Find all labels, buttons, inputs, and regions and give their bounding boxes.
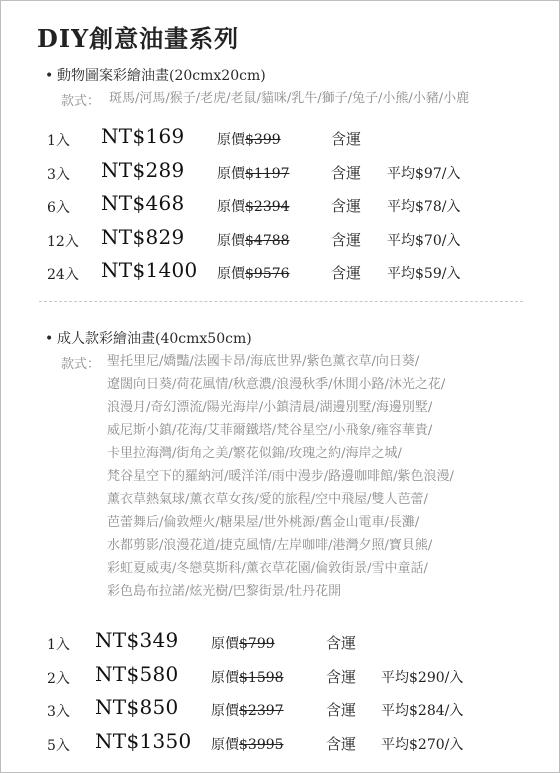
original-price-label: 原價 <box>217 232 245 249</box>
average-unit-price: 平均$284/入 <box>381 703 464 719</box>
average-unit-price: 平均$59/入 <box>387 266 461 282</box>
average-unit-price: 平均$78/入 <box>387 199 461 215</box>
original-price-value: $399 <box>245 132 281 148</box>
section-heading-animal <box>45 65 266 85</box>
style-list-line: 威尼斯小鎮/花海/艾菲爾鐵塔/梵谷星空/小飛象/雍容華貴/ <box>107 423 433 438</box>
sale-price: NT$1400 <box>101 258 198 282</box>
sale-price: NT$349 <box>95 628 179 652</box>
original-price <box>217 263 290 283</box>
sale-price: NT$468 <box>101 191 185 215</box>
shipping-included-label: 含運 <box>326 667 357 686</box>
price-row <box>1 693 560 723</box>
original-price <box>217 196 290 216</box>
original-price <box>211 667 284 687</box>
shipping-included-label: 含運 <box>326 734 357 753</box>
styles-label: 款式： <box>61 357 101 372</box>
sale-price: NT$829 <box>101 224 185 249</box>
style-list-line: 梵谷星空下的羅納河/暖洋洋/雨中漫步/路邊咖啡館/紫色浪漫/ <box>107 469 454 484</box>
sale-price: NT$850 <box>95 695 179 719</box>
style-list-line: 卡里拉海灣/街角之美/繁花似錦/玫瑰之約/海岸之城/ <box>107 446 402 461</box>
price-row <box>1 122 560 152</box>
style-list-line: 水都剪影/浪漫花道/捷克風情/左岸咖啡/港灣夕照/寶貝熊/ <box>107 538 433 553</box>
sale-price: NT$169 <box>101 124 185 148</box>
sale-price: NT$289 <box>101 157 185 182</box>
original-price-value: $3995 <box>239 736 284 753</box>
style-list-line: 彩虹夏威夷/冬戀莫斯科/薰衣草花園/倫敦街景/雪中童話/ <box>107 561 428 576</box>
price-row <box>1 156 560 186</box>
shipping-included-label: 含運 <box>331 163 362 182</box>
section-title: 動物圖案彩繪油畫(20cmx20cm) <box>57 68 266 84</box>
original-price-label: 原價 <box>217 199 245 215</box>
quantity-label: 3入 <box>47 704 70 720</box>
original-price <box>217 129 281 149</box>
original-price <box>211 700 284 720</box>
original-price <box>211 734 284 754</box>
original-price-label: 原價 <box>217 132 245 148</box>
shipping-included-label: 含運 <box>331 130 362 148</box>
original-price-label: 原價 <box>211 736 239 753</box>
original-price-label: 原價 <box>217 165 245 182</box>
section-heading-adult <box>45 328 252 348</box>
quantity-label: 5入 <box>47 737 70 754</box>
style-list-line: 遼闊向日葵/荷花風情/秋意濃/浪漫秋季/休閒小路/沐光之花/ <box>107 377 446 392</box>
original-price-value: $2394 <box>245 199 290 215</box>
original-price-label: 原價 <box>211 703 239 719</box>
shipping-included-label: 含運 <box>331 230 362 249</box>
style-list-line: 斑馬/河馬/猴子/老虎/老鼠/貓咪/乳牛/獅子/兔子/小熊/小豬/小鹿 <box>109 91 470 106</box>
average-unit-price: 平均$290/入 <box>381 669 464 686</box>
bullet-icon: • <box>45 331 54 347</box>
section-divider <box>39 301 523 302</box>
average-unit-price: 平均$97/入 <box>387 165 461 182</box>
shipping-included-label: 含運 <box>331 197 362 215</box>
price-row <box>1 660 560 690</box>
original-price-value: $1197 <box>245 165 290 182</box>
quantity-label: 1入 <box>47 637 70 653</box>
quantity-label: 3入 <box>47 166 70 183</box>
shipping-included-label: 含運 <box>331 264 362 282</box>
price-row <box>1 727 560 757</box>
quantity-label: 1入 <box>47 133 70 149</box>
average-unit-price: 平均$70/入 <box>387 232 461 249</box>
original-price-value: $9576 <box>245 266 290 282</box>
original-price-label: 原價 <box>211 669 239 686</box>
original-price-label: 原價 <box>217 266 245 282</box>
style-list-line: 薰衣草熱氣球/薰衣草女孩/愛的旅程/空中飛屋/雙人芭蕾/ <box>107 492 428 507</box>
shipping-included-label: 含運 <box>326 701 357 719</box>
original-price-value: $1598 <box>239 669 284 686</box>
price-row <box>1 223 560 253</box>
section-title: 成人款彩繪油畫(40cmx50cm) <box>57 331 252 347</box>
original-price-value: $4788 <box>245 232 290 249</box>
original-price <box>217 230 290 250</box>
original-price <box>217 163 290 183</box>
style-list-line: 彩色島布拉諾/炫光樹/巴黎街景/牡丹花開 <box>107 584 342 599</box>
price-row <box>1 256 560 286</box>
style-list-line: 浪漫月/奇幻漂流/陽光海岸/小鎮清晨/湖邊別墅/海邊別墅/ <box>107 400 433 415</box>
price-row <box>1 626 560 656</box>
original-price-value: $799 <box>239 636 275 652</box>
average-unit-price: 平均$270/入 <box>381 736 464 753</box>
style-list-line: 聖托里尼/嬌豔/法國卡昂/海底世界/紫色薰衣草/向日葵/ <box>107 354 420 369</box>
original-price <box>211 633 275 653</box>
price-row <box>1 189 560 219</box>
bullet-icon: • <box>45 68 54 84</box>
page-title: DIY創意油畫系列 <box>37 24 240 53</box>
original-price-value: $2397 <box>239 703 284 719</box>
original-price-label: 原價 <box>211 636 239 652</box>
quantity-label: 24入 <box>47 267 79 283</box>
shipping-included-label: 含運 <box>326 634 357 652</box>
style-list-line: 芭蕾舞后/倫敦煙火/糖果屋/世外桃源/舊金山電車/長灘/ <box>107 515 420 530</box>
quantity-label: 12入 <box>47 233 79 250</box>
quantity-label: 2入 <box>47 670 70 687</box>
quantity-label: 6入 <box>47 200 70 216</box>
styles-label: 款式： <box>61 94 101 109</box>
sale-price: NT$1350 <box>95 728 192 753</box>
sale-price: NT$580 <box>95 661 179 686</box>
